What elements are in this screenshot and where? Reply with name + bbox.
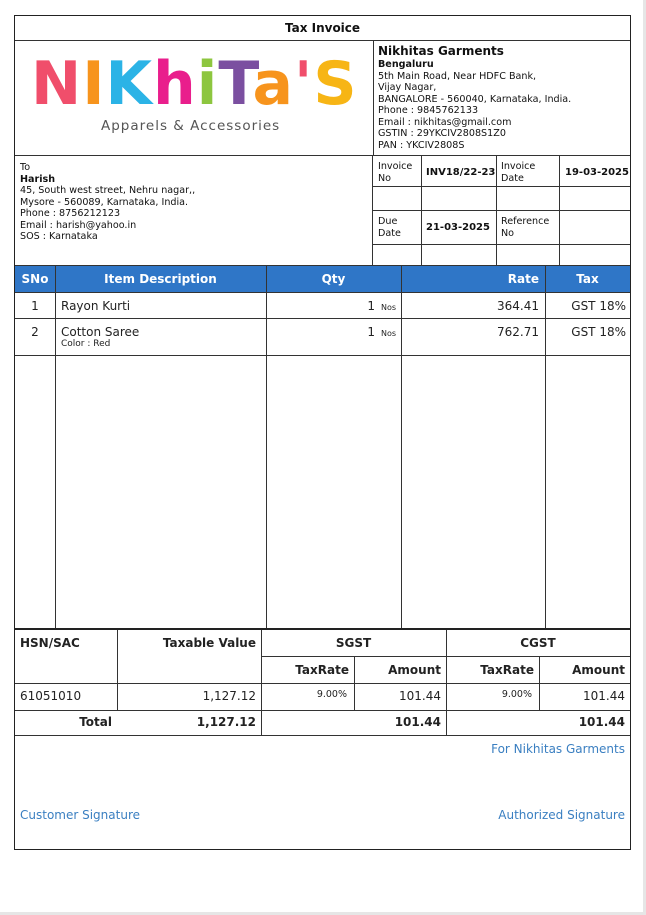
header-sno: SNo [21,272,49,286]
divider [15,155,630,156]
reference-label: Reference No [501,216,550,239]
total-sgst: 101.44 [394,715,441,729]
divider [372,210,630,211]
header-qty: Qty [321,272,346,286]
divider [401,266,402,628]
logo-letter: ' [294,49,314,119]
divider [15,318,630,319]
sgst-amount-header: Amount [388,663,441,677]
divider [373,40,374,155]
seller-phone: Phone : 9845762133 [378,105,479,116]
sgst-amount: 101.44 [399,689,441,703]
for-company-label: For Nikhitas Garments [491,742,625,756]
divider [15,40,630,41]
divider [15,735,630,736]
divider [15,628,630,630]
row-sno: 2 [31,325,39,339]
logo-wordmark [31,46,358,122]
cgst-amount: 101.44 [583,689,625,703]
row-description: Cotton Saree [61,325,140,339]
buyer-name: Harish [20,173,56,185]
invoice-number: INV18/22-23 [426,167,496,178]
seller-line: 5th Main Road, Near HDFC Bank, [378,70,537,82]
total-taxable: 1,127.12 [196,715,256,729]
divider [372,186,630,187]
hsn-header: HSN/SAC [20,636,80,650]
hsn-code: 61051010 [20,689,82,703]
divider [55,266,56,628]
divider [261,656,630,657]
logo-letter: i [196,49,219,119]
taxable-header: Taxable Value [162,636,256,650]
row-rate: 762.71 [497,325,539,339]
seller-gstin: GSTIN : 29YKCIV2808S1Z0 [378,128,506,139]
logo-letter: T [218,49,253,119]
row-sno: 1 [31,299,39,313]
row-tax: GST 18% [571,325,626,339]
buyer-phone: Phone : 8756212123 [20,208,121,219]
total-cgst: 101.44 [578,715,625,729]
divider [15,292,630,293]
header-tax: Tax [576,272,599,286]
cgst-amount-header: Amount [572,663,625,677]
divider [266,266,267,628]
buyer-email: Email : harish@yahoo.in [20,219,137,231]
logo-letter: a [252,49,295,119]
invoice-no-label: Invoice No [378,161,413,184]
cgst-header: CGST [520,636,556,650]
customer-signature: Customer Signature [20,808,140,822]
divider [15,355,630,356]
taxable-value: 1,127.12 [202,689,256,703]
row-tax: GST 18% [571,299,626,313]
logo-letter: I [82,49,106,119]
seller-email: Email : nikhitas@gmail.com [378,116,512,128]
authorized-signature: Authorized Signature [498,808,625,822]
seller-line: BANGALORE - 560040, Karnataka, India. [378,93,572,105]
invoice-date: 19-03-2025 [565,167,629,178]
seller-address [378,59,571,151]
row-detail: Color : Red [61,339,111,349]
header-description: Item Description [104,272,217,286]
seller-line: Bengaluru [378,59,434,70]
company-logo [25,46,365,141]
row-qty: 1 Nos [367,325,396,339]
divider [15,683,630,684]
buyer-line: Mysore - 560089, Karnataka, India. [20,196,189,208]
invoice-date-label: Invoice Date [501,161,536,184]
row-description: Rayon Kurti [61,299,131,313]
sgst-rate: 9.00% [316,689,347,700]
buyer-block [20,162,195,243]
due-date-label: Due Date [378,216,401,239]
cgst-rate: 9.00% [501,689,532,700]
seller-pan: PAN : YKCIV2808S [378,139,465,151]
header-rate: Rate [507,272,539,286]
total-label: Total [79,715,112,729]
logo-letter: N [31,49,83,119]
row-qty: 1 Nos [367,299,396,313]
due-date: 21-03-2025 [426,222,490,233]
cgst-taxrate-header: TaxRate [480,663,534,677]
logo-letter: S [313,49,358,119]
sgst-taxrate-header: TaxRate [295,663,349,677]
buyer-state: SOS : Karnataka [20,231,98,242]
seller-line: Vijay Nagar, [378,82,437,93]
sgst-header: SGST [335,636,372,650]
logo-letter: K [105,49,154,119]
to-label: To [20,162,31,173]
divider [545,266,546,628]
logo-tagline: Apparels & Accessories [101,118,281,134]
logo-letter: h [153,49,197,119]
document-title: Tax Invoice [284,21,361,35]
invoice-document [14,15,631,850]
seller-name: Nikhitas Garments [378,44,504,58]
buyer-line: 45, South west street, Nehru nagar,, [20,185,196,196]
divider [372,244,630,245]
divider [15,710,630,711]
row-rate: 364.41 [497,299,539,313]
